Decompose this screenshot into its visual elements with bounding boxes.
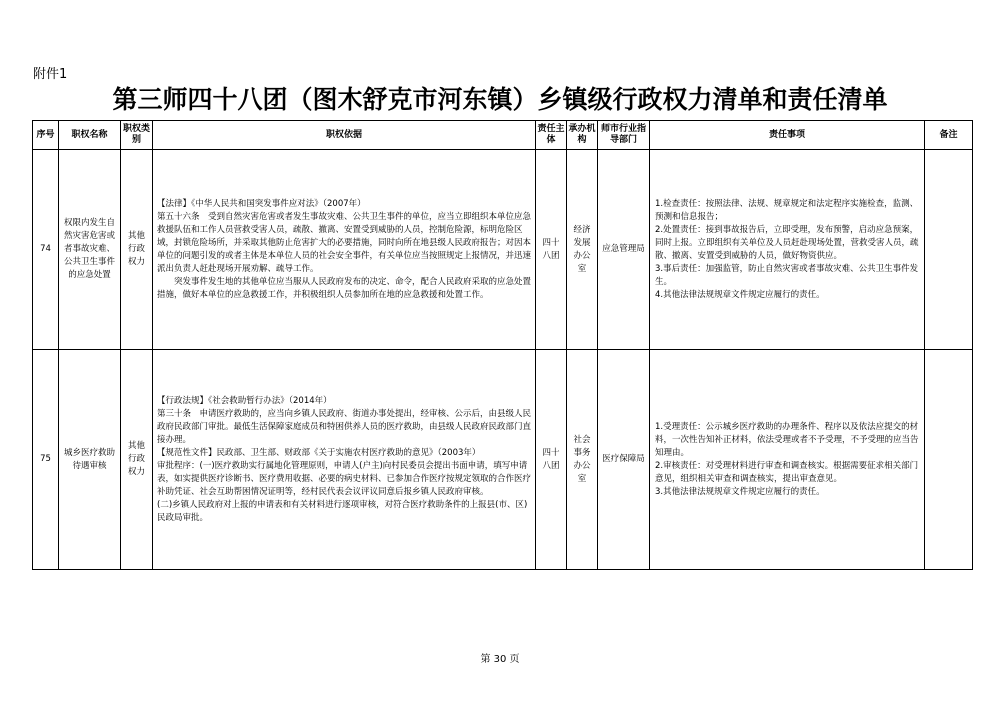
- row-guide: 医疗保障局: [598, 350, 650, 570]
- row-seq: 75: [33, 350, 59, 570]
- header-category: 职权类别: [121, 121, 153, 150]
- table-header-row: [33, 121, 973, 150]
- row-agency: 经济发展办公室: [567, 150, 598, 350]
- basis-line: 【规范性文件】民政部、卫生部、财政部《关于实施农村医疗救助的意见》（2003年）: [157, 447, 481, 458]
- row-remark: [925, 150, 973, 350]
- item-line: 2.处置责任：接到事故报告后，立即受理，发布预警，启动应急预案，同时上报。立即组织有关单位及人员赶赴现场处置，营救受害人员，疏散、撤离、安置受到威胁的人员，做好物资供应。: [655, 224, 919, 261]
- basis-line: 突发事件发生地的其他单位应当服从人民政府发布的决定、命令，配合人民政府采取的应急处置措施，做好本单位的应急救援工作，并积极组织人员参加所在地的应急救援和处置工作。: [157, 276, 532, 300]
- item-line: 2.审核责任：对受理材料进行审查和调查核实。根据需要征求相关部门意见，组织相关审查和调查核实，提出审查意见。: [655, 460, 919, 484]
- header-guide: 师市行业指导部门: [598, 121, 650, 150]
- item-line: 3.其他法律法规规章文件规定应履行的责任。: [655, 486, 825, 497]
- item-line: 1.受理责任：公示城乡医疗救助的办理条件、程序以及依法应提交的材料，一次性告知补正材料，依法受理或者不予受理，不予受理的应当告知理由。: [655, 421, 919, 458]
- basis-line: 第五十六条 受到自然灾害危害或者发生事故灾难、公共卫生事件的单位，应当立即组织本单位应急救援队伍和工作人员营救受害人员，疏散、撤离、安置受到威胁的人员，控制危险源，标明危险区域，封锁危险场所，并采取其他防止危害扩大的必要措施，同时向所在地县级人民政府报告；对因本单位的问题引发的或者主体是本单位人员的社会安全事件，有关单位应当按照规定上报情况，并迅速派出负责人赶赴现场开展劝解、疏导工作。: [157, 211, 532, 274]
- row-power-name: 城乡医疗救助待遇审核: [59, 350, 121, 570]
- table-row: [33, 150, 973, 350]
- header-seq: 序号: [33, 121, 59, 150]
- basis-line: 【行政法规】《社会救助暂行办法》（2014年）: [157, 395, 332, 406]
- header-items: 责任事项: [650, 121, 925, 150]
- row-power-name: 权限内发生自然灾害危害或者事故灾难、公共卫生事件的应急处置: [59, 150, 121, 350]
- row-items: [650, 150, 925, 350]
- basis-line: 第三十条 申请医疗救助的，应当向乡镇人民政府、街道办事处提出，经审核、公示后，由县级人民政府民政部门审批。最低生活保障家庭成员和特困供养人员的医疗救助，由县级人民政府民政部门直接办理。: [157, 408, 532, 445]
- row-items: [650, 350, 925, 570]
- basis-line: 审批程序：(一)医疗救助实行属地化管理原则，申请人(户主)向村民委员会提出书面申请，填写申请表，如实提供医疗诊断书、医疗费用收据、必要的病史材料、已参加合作医疗按规定领取的合作医疗补助凭证、社会互助帮困情况证明等，经村民代表会议评议同意后报乡镇人民政府审核。: [157, 460, 532, 497]
- page-title: 第三师四十八团（图木舒克市河东镇）乡镇级行政权力清单和责任清单: [112, 85, 888, 114]
- row-agency: 社会事务办公室: [567, 350, 598, 570]
- basis-line: (二)乡镇人民政府对上报的申请表和有关材料进行逐项审核，对符合医疗救助条件的上报县(市、区)民政局审批。: [157, 499, 528, 523]
- item-line: 1.检查责任：按照法律、法规、规章规定和法定程序实施检查，监测、预测和信息报告；: [655, 198, 919, 222]
- page-number: 第 30 页: [480, 654, 520, 665]
- row-seq: 74: [33, 150, 59, 350]
- item-line: 3.事后责任：加强监管，防止自然灾害或者事故灾难、公共卫生事件发生。: [655, 263, 919, 287]
- attachment-label: 附件1: [33, 67, 68, 82]
- header-name: 职权名称: [59, 121, 121, 150]
- row-category: 其他行政权力: [121, 350, 153, 570]
- power-list-table: [32, 120, 973, 570]
- table-row: [33, 350, 973, 570]
- row-basis: [153, 350, 536, 570]
- row-basis: [153, 150, 536, 350]
- header-remark: 备注: [925, 121, 973, 150]
- row-remark: [925, 350, 973, 570]
- row-subject: 四十八团: [536, 150, 567, 350]
- item-line: 4.其他法律法规规章文件规定应履行的责任。: [655, 289, 825, 300]
- row-category: 其他行政权力: [121, 150, 153, 350]
- row-subject: 四十八团: [536, 350, 567, 570]
- basis-line: 【法律】《中华人民共和国突发事件应对法》（2007年）: [157, 198, 366, 209]
- header-basis: 职权依据: [153, 121, 536, 150]
- header-agency: 承办机构: [567, 121, 598, 150]
- row-guide: 应急管理局: [598, 150, 650, 350]
- header-subject: 责任主体: [536, 121, 567, 150]
